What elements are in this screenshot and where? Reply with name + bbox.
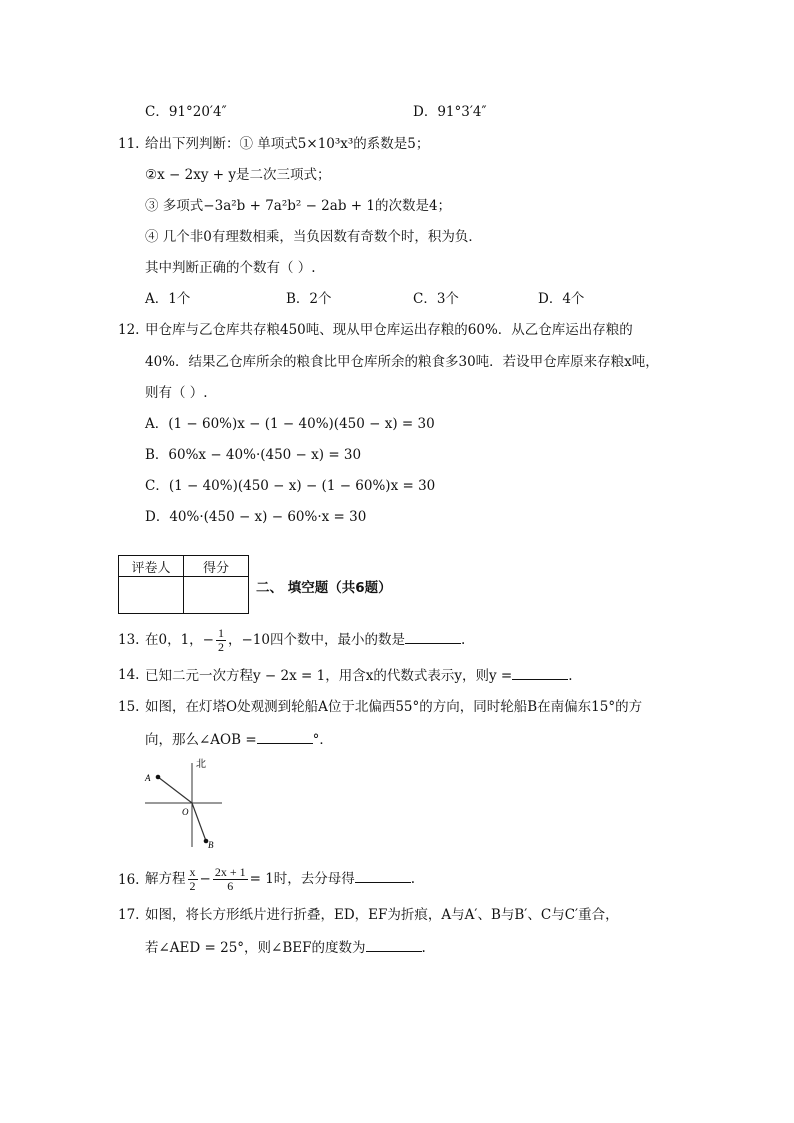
q17-end: . [421,940,426,956]
q12-option-b: B．60%x − 40%·(450 − x) = 30 [145,447,362,463]
grader-cell[interactable] [119,577,184,614]
q16-number: 16. [118,872,140,888]
q17-number: 17. [118,907,140,923]
q16-end: . [410,871,416,887]
q16-text [145,858,415,900]
q12-option-c: C．(1 − 40%)(450 − x) − (1 − 60%)x = 30 [145,478,436,494]
q13-text [145,620,465,660]
q15-number: 15. [118,699,140,715]
q14-answer-blank[interactable] [512,665,568,680]
q11-option-a: A．1个 [145,291,191,307]
q13-pre: 在0，1，− [145,632,214,648]
q12-line-3: 则有（ ）. [145,385,208,401]
q17-line-2 [145,937,426,958]
q13-fraction [216,627,226,654]
q10-option-c: C．91°20′4″ [145,104,227,120]
q15-body: 向，那么∠AOB = [145,732,257,748]
grader-table [118,555,249,614]
q15-figure [140,755,230,850]
q11-number: 11. [118,136,140,152]
score-cell[interactable] [184,577,249,614]
label-o: O [182,807,189,817]
label-north: 北 [196,759,206,770]
q15-line-2 [145,729,333,750]
score-header: 得分 [184,556,249,577]
q11-option-c: C．3个 [413,291,459,307]
q12-line-1: 甲仓库与乙仓库共存粮450吨、现从甲仓库运出存粮的60%．从乙仓库运出存粮的 [145,322,633,338]
label-a: A [145,773,151,783]
q15-answer-blank[interactable] [257,729,313,744]
q15-line-1: 如图，在灯塔O处观测到轮船A位于北偏西55°的方向，同时轮船B在南偏东15°的方 [145,699,643,715]
q12-line-2: 40%．结果乙仓库所余的粮食比甲仓库所余的粮食多30吨．若设甲仓库原来存粮x吨， [145,354,659,370]
q10-option-d: D．91°3′4″ [413,104,487,120]
q16-f1-den: 2 [189,879,196,893]
q16-answer-blank[interactable] [355,868,411,883]
q12-number: 12. [118,322,140,338]
q16-f1-num: x [189,865,196,879]
q16-fraction-1 [188,866,198,893]
ray-ob [192,803,206,841]
q15-end: °． [312,732,333,748]
q13-post: ，−10四个数中，最小的数是 [228,632,405,648]
q14-end: . [568,668,573,684]
q16-pre: 解方程 [145,871,186,887]
q17-answer-blank[interactable] [366,937,422,952]
ray-oa [158,777,192,803]
q11-option-d: D．4个 [538,291,585,307]
q13-end: . [461,632,466,648]
q17-body: 若∠AED = 25°，则∠BEF的度数为 [145,940,366,956]
q13-frac-num: 1 [218,626,224,640]
q16-f2-num: 2x + 1 [214,865,246,879]
label-b: B [208,840,214,850]
grader-header: 评卷人 [119,556,184,577]
q16-f2-den: 6 [227,879,234,893]
q13-number: 13. [118,632,140,648]
point-a [156,775,161,780]
q11-statement-2: ②x − 2xy + y是二次三项式； [145,167,331,183]
q13-answer-blank[interactable] [405,629,461,644]
q14-text [145,665,572,686]
q12-option-a: A．(1 − 60%)x − (1 − 40%)(450 − x) = 30 [145,416,435,432]
section-title: 二、 填空题（共6题） [256,580,392,596]
q12-option-d: D．40%·(450 − x) − 60%·x = 30 [145,509,367,525]
q16-fraction-2 [213,866,248,893]
q11-statement-4: ④ 几个非0有理数相乘，当负因数有奇数个时，积为负． [145,229,482,245]
q11-question: 其中判断正确的个数有（ ）. [145,260,316,276]
q17-line-1: 如图，将长方形纸片进行折叠，ED，EF为折痕，A与A′、B与B′、C与C′重合， [145,907,619,923]
q14-body: 已知二元一次方程y − 2x = 1，用含x的代数式表示y，则y = [145,668,513,684]
q14-number: 14. [118,667,140,683]
q11-statement-3: ③ 多项式−3a²b + 7a²b² − 2ab + 1的次数是4； [145,198,452,214]
q16-post: = 1时，去分母得 [249,871,355,887]
q11-option-b: B．2个 [286,291,332,307]
q16-minus: − [199,871,211,887]
q13-frac-den: 2 [218,640,224,654]
q11-intro: 给出下列判断：① 单项式5×10³x³的系数是5； [145,136,430,152]
